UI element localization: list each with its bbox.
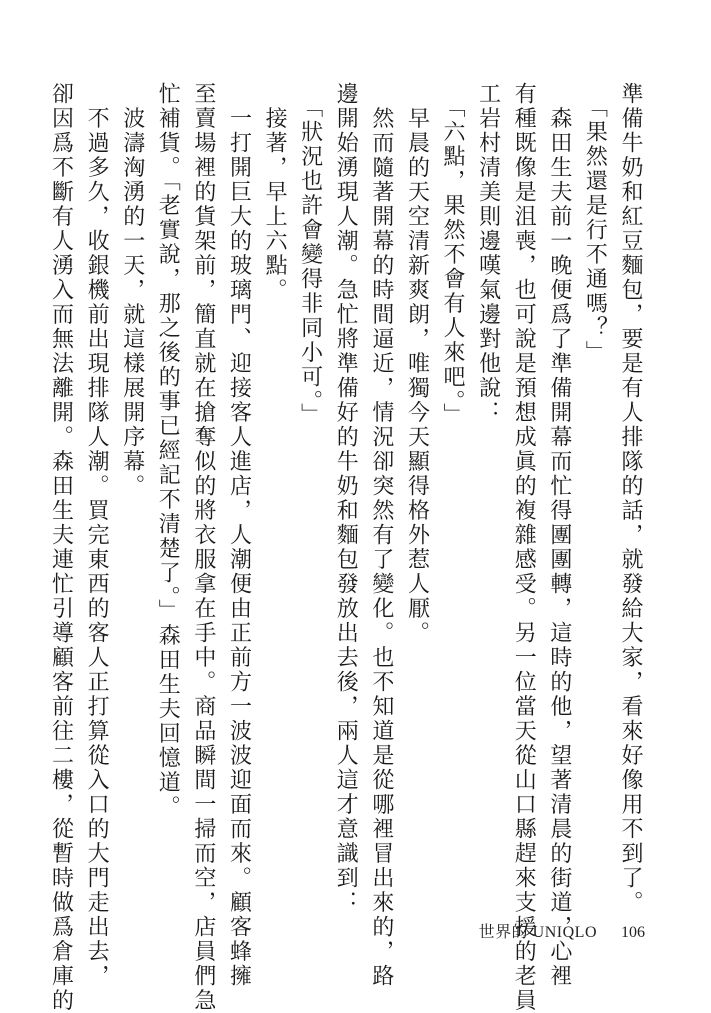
text-column: 卻因爲不斷有人湧入而無法離開。森田生夫連忙引導顧客前往二樓，從暫時做爲倉庫的 [48,82,74,1013]
text-column: 早晨的天空清新爽朗，唯獨今天顯得格外惹人厭。 [404,82,430,646]
text-column: 「狀況也許會變得非同小可。」 [297,82,323,428]
text-column: 森田生夫前一晚便爲了準備開幕而忙得團團轉，這時的他，望著清晨的街道，心裡 [546,82,572,989]
text-column: 「六點，果然不會有人來吧。」 [440,82,466,428]
text-column: 準備牛奶和紅豆麵包，要是有人排隊的話，就發給大家，看來好像用不到了。 [618,82,643,915]
text-column: 波濤洶湧的一天，就這樣展開序幕。 [119,82,145,499]
text-column: 然而隨著開幕的時間逼近，情況卻突然有了變化。也不知道是從哪裡冒出來的，路 [368,82,394,989]
text-column: 至賣場裡的貨架前，簡直就在搶奪似的將衣服拿在手中。商品瞬間一掃而空，店員們急 [190,82,216,1013]
text-column: 不過多久，收銀機前出現排隊人潮。買完東西的客人正打算從入口的大門走出去， [84,82,110,989]
text-column: 「果然還是行不通嗎？」 [582,82,608,365]
page-number: 106 [621,924,645,941]
text-column: 邊開始湧現人潮。急忙將準備好的牛奶和麵包發放出去後，兩人這才意識到： [333,82,359,915]
text-column: 有種既像是沮喪，也可說是預想成眞的複雜感受。另一位當天從山口縣趕來支援的老員 [511,82,537,1013]
text-column: 一打開巨大的玻璃門、迎接客人進店，人潮便由正前方一波波迎面而來。顧客蜂擁 [226,82,252,989]
text-column: 忙補貨。「老實說，那之後的事已經記不清楚了。」森田生夫回憶道。 [155,82,181,820]
page-footer [479,919,645,942]
text-column: 工岩村清美則邊嘆氣邊對他說： [475,82,501,425]
text-column: 接著，早上六點。 [262,82,288,303]
running-title: 世界的 UNIQLO [478,924,597,941]
